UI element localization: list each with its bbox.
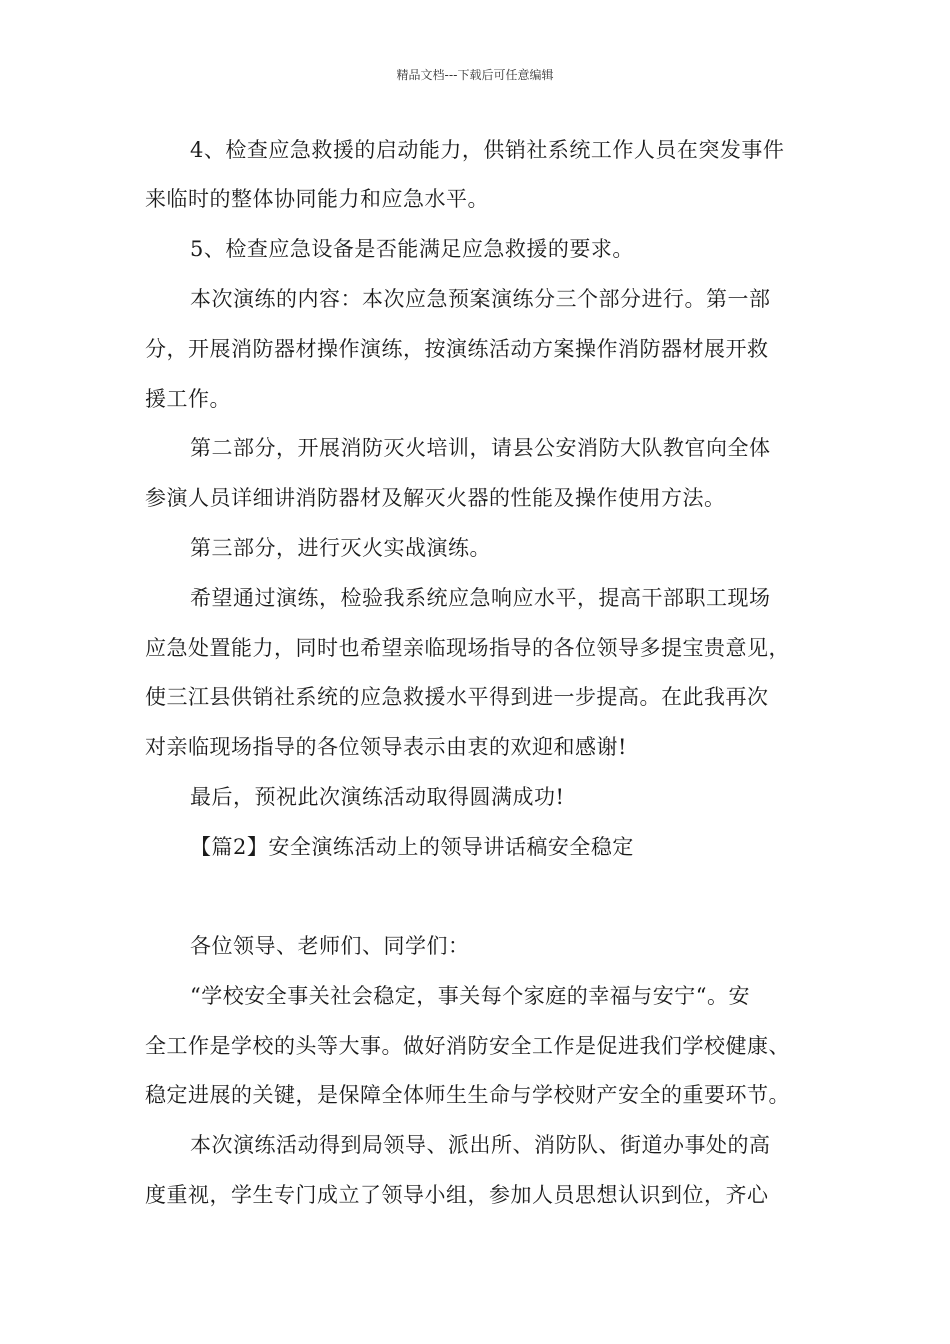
- section-heading: 【篇2】安全演练活动上的领导讲话稿安全稳定: [190, 835, 634, 859]
- text-line: 参演人员详细讲消防器材及解灭火器的性能及操作使用方法。: [145, 486, 726, 510]
- text-line: 使三江县供销社系统的应急救援水平得到进一步提高。在此我再次: [145, 685, 769, 709]
- text-line: 各位领导、老师们、同学们：: [190, 934, 470, 958]
- text-line: 稳定进展的关键，是保障全体师生生命与学校财产安全的重要环节。: [145, 1083, 790, 1107]
- text-line: 本次演练的内容：本次应急预案演练分三个部分进行。第一部: [190, 287, 771, 311]
- text-line: “学校安全事关社会稳定，事关每个家庭的幸福与安宁“。安: [190, 984, 750, 1008]
- text-line: 希望通过演练，检验我系统应急响应水平，提高干部职工现场: [190, 586, 771, 610]
- text-line: 第二部分，开展消防灭火培训，请县公安消防大队教官向全体: [190, 436, 771, 460]
- text-line: 来临时的整体协同能力和应急水平。: [145, 187, 489, 211]
- text-line: 援工作。: [145, 387, 231, 411]
- page-header: 精品文档---下载后可任意编辑: [396, 68, 554, 82]
- text-line: 应急处置能力，同时也希望亲临现场指导的各位领导多提宝贵意见，: [145, 636, 790, 660]
- text-line: 5、检查应急设备是否能满足应急救援的要求。: [190, 237, 634, 261]
- text-line: 4、检查应急救援的启动能力，供销社系统工作人员在突发事件: [190, 138, 785, 162]
- text-line: 对亲临现场指导的各位领导表示由衷的欢迎和感谢!: [145, 735, 627, 759]
- text-line: 本次演练活动得到局领导、派出所、消防队、街道办事处的高: [190, 1133, 771, 1157]
- text-line: 分，开展消防器材操作演练，按演练活动方案操作消防器材展开救: [145, 337, 769, 361]
- text-line: 度重视，学生专门成立了领导小组，参加人员思想认识到位，齐心: [145, 1183, 769, 1207]
- text-line: 全工作是学校的头等大事。做好消防安全工作是促进我们学校健康、: [145, 1034, 790, 1058]
- text-line: 最后，预祝此次演练活动取得圆满成功!: [190, 785, 565, 809]
- text-line: 第三部分，进行灭火实战演练。: [190, 536, 491, 560]
